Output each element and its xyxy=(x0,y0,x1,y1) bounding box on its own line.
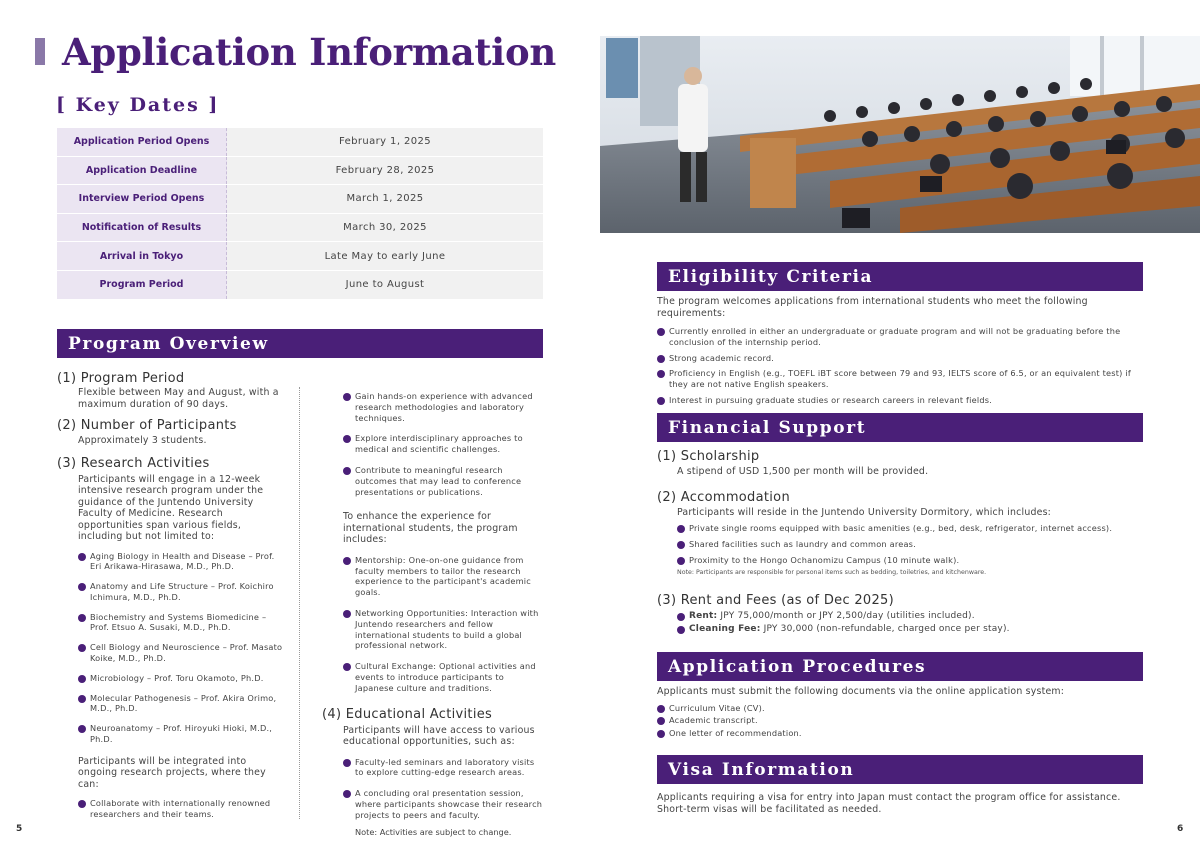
procedures-intro: Applicants must submit the following documents via the online application system: xyxy=(657,686,1065,697)
eligibility-section xyxy=(657,296,1147,406)
bullet-icon xyxy=(343,610,351,618)
procedures-list xyxy=(657,703,1147,739)
activities-note: Note: Activities are subject to change. xyxy=(355,826,512,837)
list-item: Networking Opportunities: Interaction with Juntendo researchers and fellow international students to build a global professional network. xyxy=(343,608,544,651)
section-number: (2) xyxy=(657,489,677,505)
bullet-icon xyxy=(343,557,351,565)
section-number: (3) xyxy=(657,593,677,609)
bullet-icon xyxy=(78,725,86,733)
scholarship-heading xyxy=(657,449,1147,464)
bullet-icon xyxy=(343,435,351,443)
section-title: Accommodation xyxy=(680,489,790,505)
key-date-row xyxy=(57,128,543,157)
bullet-icon xyxy=(677,626,685,634)
list-item: Strong academic record. xyxy=(657,353,1147,364)
bullet-icon xyxy=(78,583,86,591)
program-period-heading xyxy=(57,371,283,386)
section-number: (4) xyxy=(322,706,342,722)
list-item: Academic transcript. xyxy=(657,715,1147,726)
bullet-icon xyxy=(657,730,665,738)
bullet-icon xyxy=(677,541,685,549)
section-title: Program Period xyxy=(80,371,185,386)
list-item xyxy=(677,624,1147,635)
bullet-icon xyxy=(343,790,351,798)
section-number: (3) xyxy=(57,455,77,471)
list-item: Collaborate with internationally renowned researchers and their teams. xyxy=(78,798,283,820)
key-dates-heading: [ Key Dates ] xyxy=(56,94,220,116)
list-item: Curriculum Vitae (CV). xyxy=(657,703,1147,714)
bullet-icon xyxy=(78,800,86,808)
program-overview-header: Program Overview xyxy=(57,329,543,358)
application-procedures-header: Application Procedures xyxy=(657,652,1143,681)
bullet-icon xyxy=(343,393,351,401)
bullet-icon xyxy=(677,525,685,533)
section-title: Number of Participants xyxy=(80,418,237,433)
key-date-label: Interview Period Opens xyxy=(57,185,227,213)
section-number: (2) xyxy=(57,418,77,433)
list-item: Contribute to meaningful research outcomes that may lead to conference presentations or publications. xyxy=(343,465,544,497)
page-number-right: 6 xyxy=(1177,824,1184,834)
section-title: Scholarship xyxy=(680,449,760,464)
list-item: Proximity to the Hongo Ochanomizu Campus (10 minute walk). xyxy=(677,555,1147,566)
key-date-row xyxy=(57,242,543,271)
key-date-label: Notification of Results xyxy=(57,214,227,242)
research-activities-heading xyxy=(57,456,283,471)
section-title: Rent and Fees (as of Dec 2025) xyxy=(680,593,894,609)
financial-support-section xyxy=(657,449,1147,635)
key-date-row xyxy=(57,271,543,300)
cleaning-fee-text: JPY 30,000 (non-refundable, charged once per stay). xyxy=(763,624,1010,635)
educational-activities-text: Participants will have access to various educational opportunities, such as: xyxy=(343,724,535,748)
scholarship-text: A stipend of USD 1,500 per month will be provided. xyxy=(677,466,929,477)
key-dates-table xyxy=(57,128,543,300)
list-item: Currently enrolled in either an undergraduate or graduate program and will not be graduating before the conclusion of the internship period. xyxy=(657,326,1147,348)
list-item: Proficiency in English (e.g., TOEFL iBT score between 79 and 93, IELTS score of 6.5, or an equivalent test) if they are not native English speakers. xyxy=(657,368,1147,390)
program-overview-right-column xyxy=(322,391,544,837)
list-item: Cultural Exchange: Optional activities and events to introduce participants to Japanese culture and traditions. xyxy=(343,661,544,693)
participants-text: Approximately 3 students. xyxy=(78,435,207,446)
educational-activities-list xyxy=(343,757,544,821)
bullet-icon xyxy=(677,613,685,621)
bullet-icon xyxy=(78,614,86,622)
section-number: (1) xyxy=(57,371,77,386)
financial-support-header: Financial Support xyxy=(657,413,1143,442)
list-item: Microbiology – Prof. Toru Okamoto, Ph.D. xyxy=(78,673,283,684)
list-item: One letter of recommendation. xyxy=(657,728,1147,739)
section-number: (1) xyxy=(657,449,677,464)
key-date-label: Application Period Opens xyxy=(57,128,227,156)
key-date-value: March 30, 2025 xyxy=(227,214,543,242)
key-date-value: February 28, 2025 xyxy=(227,157,543,185)
list-item: Biochemistry and Systems Biomedicine – Prof. Etsuo A. Susaki, M.D., Ph.D. xyxy=(78,612,283,634)
bullet-icon xyxy=(78,553,86,561)
page-number-left: 5 xyxy=(16,824,23,834)
rent-label: Rent: xyxy=(689,611,718,622)
accommodation-text: Participants will reside in the Juntendo University Dormitory, which includes: xyxy=(677,506,1052,518)
accommodation-note: Note: Participants are responsible for personal items such as bedding, toiletries, and kitchenware. xyxy=(677,569,987,577)
application-procedures-section xyxy=(657,686,1147,739)
research-fields-list xyxy=(78,551,283,745)
educational-activities-heading xyxy=(322,707,544,722)
bullet-icon xyxy=(677,557,685,565)
bullet-icon xyxy=(657,355,665,363)
program-includes-list xyxy=(343,555,544,694)
integrate-text: Participants will be integrated into ongoing research projects, where they can: xyxy=(78,755,266,790)
bullet-icon xyxy=(78,644,86,652)
list-item: Cell Biology and Neuroscience – Prof. Masato Koike, M.D., Ph.D. xyxy=(78,642,283,664)
list-item xyxy=(677,611,1147,622)
eligibility-header: Eligibility Criteria xyxy=(657,262,1143,291)
key-date-value: February 1, 2025 xyxy=(227,128,543,156)
bullet-icon xyxy=(657,370,665,378)
key-date-row xyxy=(57,214,543,243)
bullet-icon xyxy=(343,663,351,671)
key-date-value: June to August xyxy=(227,271,543,299)
program-period-text: Flexible between May and August, with a maximum duration of 90 days. xyxy=(78,387,279,410)
key-date-label: Arrival in Tokyo xyxy=(57,242,227,270)
section-title: Educational Activities xyxy=(345,706,493,722)
list-item: Interest in pursuing graduate studies or research careers in relevant fields. xyxy=(657,395,1147,406)
accommodation-heading xyxy=(657,490,1147,505)
key-date-value: Late May to early June xyxy=(227,242,543,270)
list-item: Neuroanatomy – Prof. Hiroyuki Hioki, M.D., Ph.D. xyxy=(78,723,283,745)
lecture-hall-illustration xyxy=(600,36,1200,233)
cleaning-fee-label: Cleaning Fee: xyxy=(689,624,761,635)
bullet-icon xyxy=(657,397,665,405)
bullet-icon xyxy=(657,705,665,713)
section-title: Research Activities xyxy=(80,455,210,471)
enhance-text: To enhance the experience for international students, the program includes: xyxy=(343,511,518,546)
participants-heading xyxy=(57,418,283,433)
visa-information-header: Visa Information xyxy=(657,755,1143,784)
list-item: Explore interdisciplinary approaches to medical and scientific challenges. xyxy=(343,433,544,455)
key-date-row xyxy=(57,157,543,186)
key-date-row xyxy=(57,185,543,214)
title-accent-bar xyxy=(35,38,45,65)
bullet-icon xyxy=(343,467,351,475)
bullet-icon xyxy=(657,717,665,725)
list-item: Gain hands-on experience with advanced research methodologies and laboratory techniques. xyxy=(343,391,544,423)
rent-fees-list xyxy=(677,611,1147,635)
page-title: Application Information xyxy=(62,30,556,74)
list-item: Faculty-led seminars and laboratory visits to explore cutting-edge research areas. xyxy=(343,757,544,779)
program-overview-left-column xyxy=(57,371,283,820)
lecture-hall-photo xyxy=(600,36,1200,233)
accommodation-list xyxy=(677,523,1147,565)
eligibility-intro: The program welcomes applications from international students who meet the following requirements: xyxy=(657,296,1088,319)
key-date-label: Program Period xyxy=(57,271,227,299)
key-date-value: March 1, 2025 xyxy=(227,185,543,213)
bullet-icon xyxy=(78,695,86,703)
rent-fees-heading xyxy=(657,593,1147,608)
list-item: Private single rooms equipped with basic amenities (e.g., bed, desk, refrigerator, internet access). xyxy=(677,523,1147,534)
list-item: Shared facilities such as laundry and common areas. xyxy=(677,539,1147,550)
research-can-list xyxy=(343,391,544,497)
column-divider xyxy=(299,387,300,819)
research-activities-text: Participants will engage in a 12-week intensive research program under the guidance of the Juntendo University Faculty of Medicine. Research opportunities span various fields, including but not limited to: xyxy=(78,473,264,542)
list-item: Aging Biology in Health and Disease – Prof. Eri Arikawa-Hirasawa, M.D., Ph.D. xyxy=(78,551,283,573)
list-item: Mentorship: One-on-one guidance from faculty members to tailor the research experience to the participant's academic goals. xyxy=(343,555,544,598)
bullet-icon xyxy=(78,675,86,683)
bullet-icon xyxy=(343,759,351,767)
key-date-label: Application Deadline xyxy=(57,157,227,185)
list-item: Molecular Pathogenesis – Prof. Akira Orimo, M.D., Ph.D. xyxy=(78,693,283,715)
rent-text: JPY 75,000/month or JPY 2,500/day (utilities included). xyxy=(720,611,975,622)
bullet-icon xyxy=(657,328,665,336)
visa-text: Applicants requiring a visa for entry into Japan must contact the program office for assistance. Short-term visas will be facilitated as needed. xyxy=(657,792,1121,815)
list-item: A concluding oral presentation session, where participants showcase their research projects to peers and faculty. xyxy=(343,788,544,820)
eligibility-list xyxy=(657,326,1147,406)
list-item: Anatomy and Life Structure – Prof. Koichiro Ichimura, M.D., Ph.D. xyxy=(78,581,283,603)
